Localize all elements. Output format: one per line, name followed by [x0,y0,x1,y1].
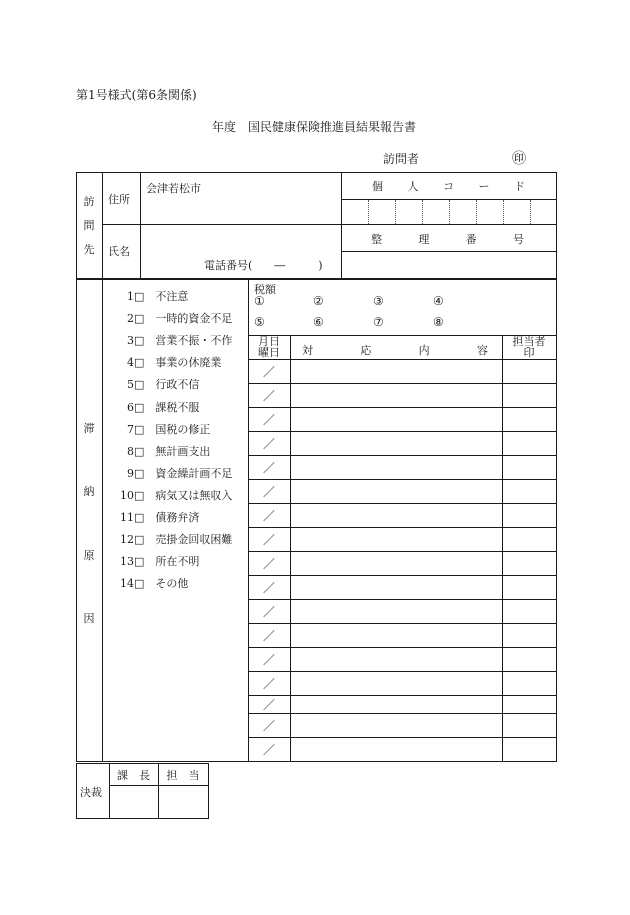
response-header-char: 容 [476,344,488,357]
reason-number: 1 [127,290,134,303]
personal-code-char: 人 [407,180,419,193]
date-slash: ／ [262,743,275,757]
name-label: 氏名 [108,245,130,258]
checkbox-icon[interactable]: □ [134,401,145,414]
reason-text: 病気又は無収入 [155,489,233,502]
reason-number: 7 [127,423,134,436]
reason-number: 10 [120,489,134,502]
reason-text: 債務弁済 [155,511,200,524]
tax-number: ⑥ [313,315,324,329]
reason-text: 行政不信 [155,378,200,391]
date-slash: ／ [262,653,275,667]
ref-number-char: 番 [465,233,477,246]
staff-header [502,336,556,358]
tax-number: ④ [433,294,444,308]
response-header-char: 対 [302,344,313,357]
approval-label: 決裁 [80,786,102,799]
response-header-char: 応 [360,344,372,357]
reason-number: 14 [120,577,134,590]
reason-item [112,531,232,547]
reason-text: 売掛金回収困難 [155,533,233,546]
reason-item [112,509,199,525]
checkbox-icon[interactable]: □ [134,533,145,546]
reason-number: 2 [127,312,134,325]
checkbox-icon[interactable]: □ [134,378,145,391]
reason-number: 8 [127,445,134,458]
date-slash: ／ [262,581,275,595]
reason-item [112,332,232,348]
reason-number: 13 [120,555,134,568]
tax-number: ⑦ [373,315,384,329]
reason-text: 営業不振・不作 [155,334,233,347]
reason-number: 9 [127,467,134,480]
date-slash: ／ [262,605,275,619]
visit-label-char: 先 [83,243,95,256]
date-slash: ／ [262,533,275,547]
reason-number: 4 [127,356,134,369]
date-header [248,336,290,358]
reason-text: その他 [155,577,189,590]
date-slash: ／ [262,557,275,571]
reason-number: 12 [120,533,134,546]
weekday-header-line: 曜日 [258,346,280,359]
checkbox-icon[interactable]: □ [134,334,145,347]
checkbox-icon[interactable]: □ [134,312,145,325]
reason-item [112,310,232,326]
reason-label-char: 因 [83,611,95,625]
personal-code-char: ー [478,180,490,193]
staff-header-line: 担当者 [512,335,546,348]
reason-item [112,443,210,459]
reason-label [76,420,102,626]
checkbox-icon[interactable]: □ [134,555,145,568]
reason-item [112,376,199,392]
personal-code-char: ド [514,180,525,193]
visit-label [76,172,102,278]
checkbox-icon[interactable]: □ [134,356,145,369]
ref-number-header [371,231,524,247]
personal-code-char: 個 [372,180,383,193]
date-slash: ／ [262,461,275,475]
reason-text: 一時的資金不足 [155,312,233,325]
date-slash: ／ [262,629,275,643]
checkbox-icon[interactable]: □ [134,577,145,590]
checkbox-icon[interactable]: □ [134,489,145,502]
personal-code-header [372,178,525,194]
visit-label-char: 訪 [83,195,95,208]
reason-item [112,575,188,591]
checkbox-icon[interactable]: □ [134,423,145,436]
reason-label-char: 滞 [83,422,95,435]
response-header-char: 内 [418,344,430,357]
tax-label: 税額 [254,283,276,296]
reason-item [112,553,199,569]
tax-number: ③ [373,294,384,308]
date-slash: ／ [262,698,275,712]
date-header-line: 月日 [258,335,280,348]
reason-text: 事業の休廃業 [155,356,222,369]
checkbox-icon[interactable]: □ [134,511,145,524]
date-slash: ／ [262,413,275,427]
ref-number-char: 整 [371,233,382,246]
reason-text: 国税の修正 [155,423,211,436]
reason-text: 無計画支出 [155,445,211,458]
reason-number: 11 [120,511,134,524]
tax-number: ⑤ [254,315,265,329]
reason-number: 6 [127,401,134,414]
ref-number-char: 号 [512,233,524,246]
staff-seal-cell[interactable] [159,786,208,818]
reason-text: 所在不明 [155,555,200,568]
form-id: 第1号様式(第6条関係) [76,88,197,102]
tax-number: ① [254,294,265,308]
checkbox-icon[interactable]: □ [134,467,145,480]
reason-label-char: 原 [83,548,95,562]
response-header [302,342,488,358]
date-slash: ／ [262,509,275,523]
reason-item [112,465,232,481]
date-slash: ／ [262,719,275,733]
ref-number-char: 理 [418,233,430,246]
address-value: 会津若松市 [146,182,201,195]
date-slash: ／ [262,677,275,691]
seal-header-line: 印 [523,346,535,359]
visit-label-char: 問 [83,219,95,232]
seal-mark: ㊞ [512,151,526,167]
checkbox-icon[interactable]: □ [134,445,145,458]
reason-number: 5 [127,378,134,391]
reason-label-char: 納 [83,485,95,499]
reason-item [112,288,188,304]
reason-item [112,487,232,503]
reason-item [112,399,199,415]
chief-seal-cell[interactable] [110,786,158,818]
reason-number: 3 [127,334,134,347]
chief-label: 課 長 [117,769,150,782]
checkbox-icon[interactable]: □ [134,290,145,303]
reason-item [112,421,210,437]
date-slash: ／ [262,485,275,499]
reason-text: 課税不服 [155,401,200,414]
staff-label: 担 当 [166,769,200,782]
form-title: 年度 国民健康保険推進員結果報告書 [212,120,417,134]
reason-text: 資金繰計画不足 [155,467,233,480]
address-label: 住所 [108,193,130,206]
tax-number: ⑧ [433,315,444,329]
date-slash: ／ [262,389,275,403]
date-slash: ／ [262,365,275,379]
tax-number: ② [313,294,324,308]
reason-text: 不注意 [155,290,189,303]
reason-item [112,354,221,370]
phone-label: 電話番号( ― ) [204,259,323,272]
date-slash: ／ [262,437,275,451]
visitor-label: 訪問者 [383,152,420,166]
personal-code-char: コ [443,180,454,193]
